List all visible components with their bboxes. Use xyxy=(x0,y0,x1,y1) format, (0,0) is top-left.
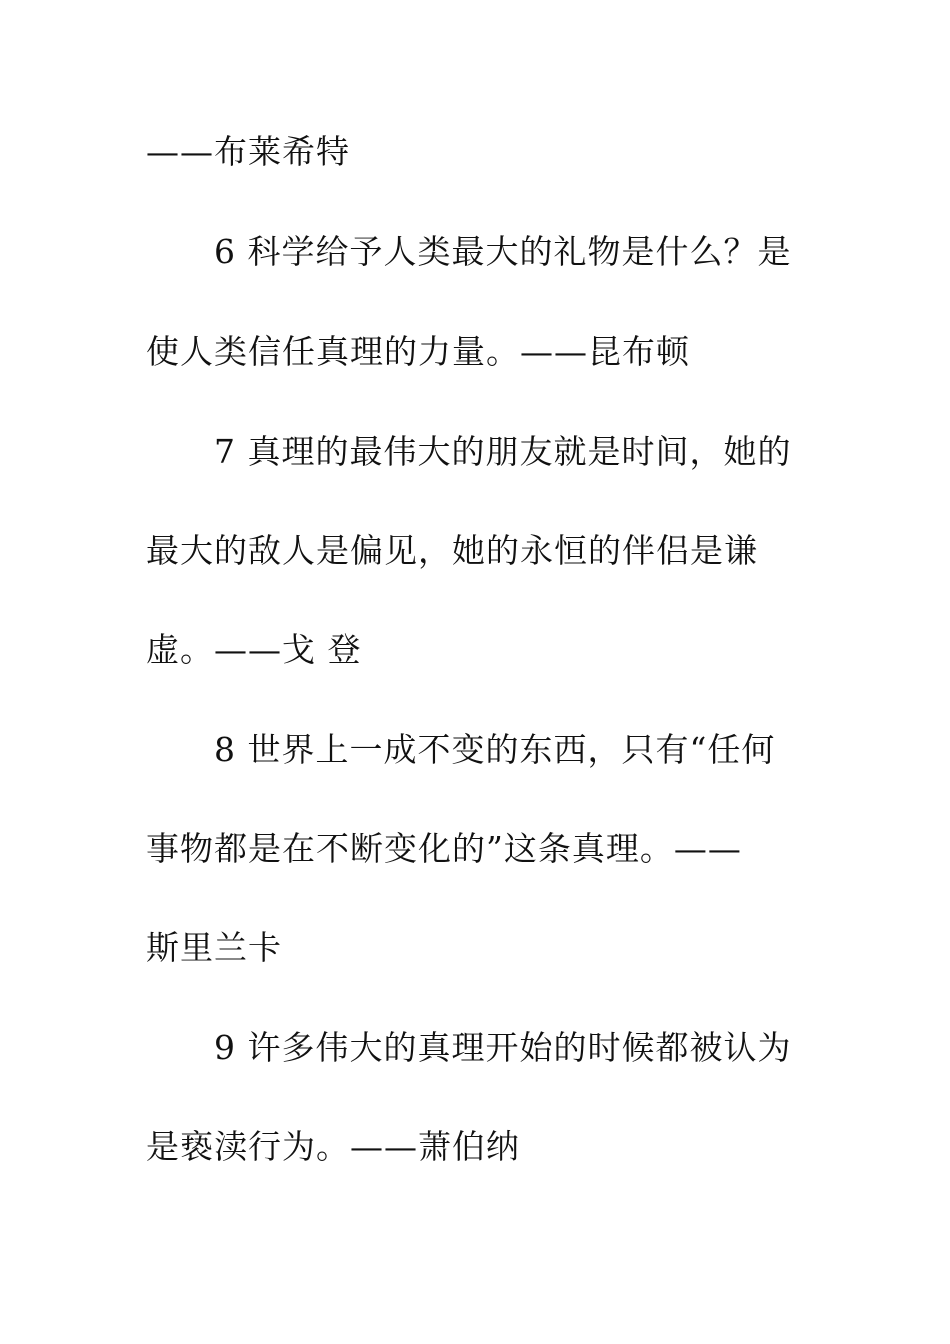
quote-9-line-2: 是亵渎行为。——萧伯纳 xyxy=(146,1127,520,1166)
quote-9-line-1: 9 许多伟大的真理开始的时候都被认为 xyxy=(214,1028,792,1067)
quote-6-line-2: 使人类信任真理的力量。——昆布顿 xyxy=(146,332,690,371)
quote-8-line-3: 斯里兰卡 xyxy=(146,928,282,967)
quote-8-line-2: 事物都是在不断变化的”这条真理。—— xyxy=(146,829,742,868)
quote-8-line-1: 8 世界上一成不变的东西，只有“任何 xyxy=(214,730,776,769)
quote-7-line-3: 虚。——戈 登 xyxy=(146,630,362,669)
attribution-line: ——布莱希特 xyxy=(146,132,350,171)
quote-7-line-1: 7 真理的最伟大的朋友就是时间，她的 xyxy=(214,432,792,471)
quote-7-line-2: 最大的敌人是偏见，她的永恒的伴侣是谦 xyxy=(146,531,758,570)
quote-6-line-1: 6 科学给予人类最大的礼物是什么？是 xyxy=(214,232,792,271)
